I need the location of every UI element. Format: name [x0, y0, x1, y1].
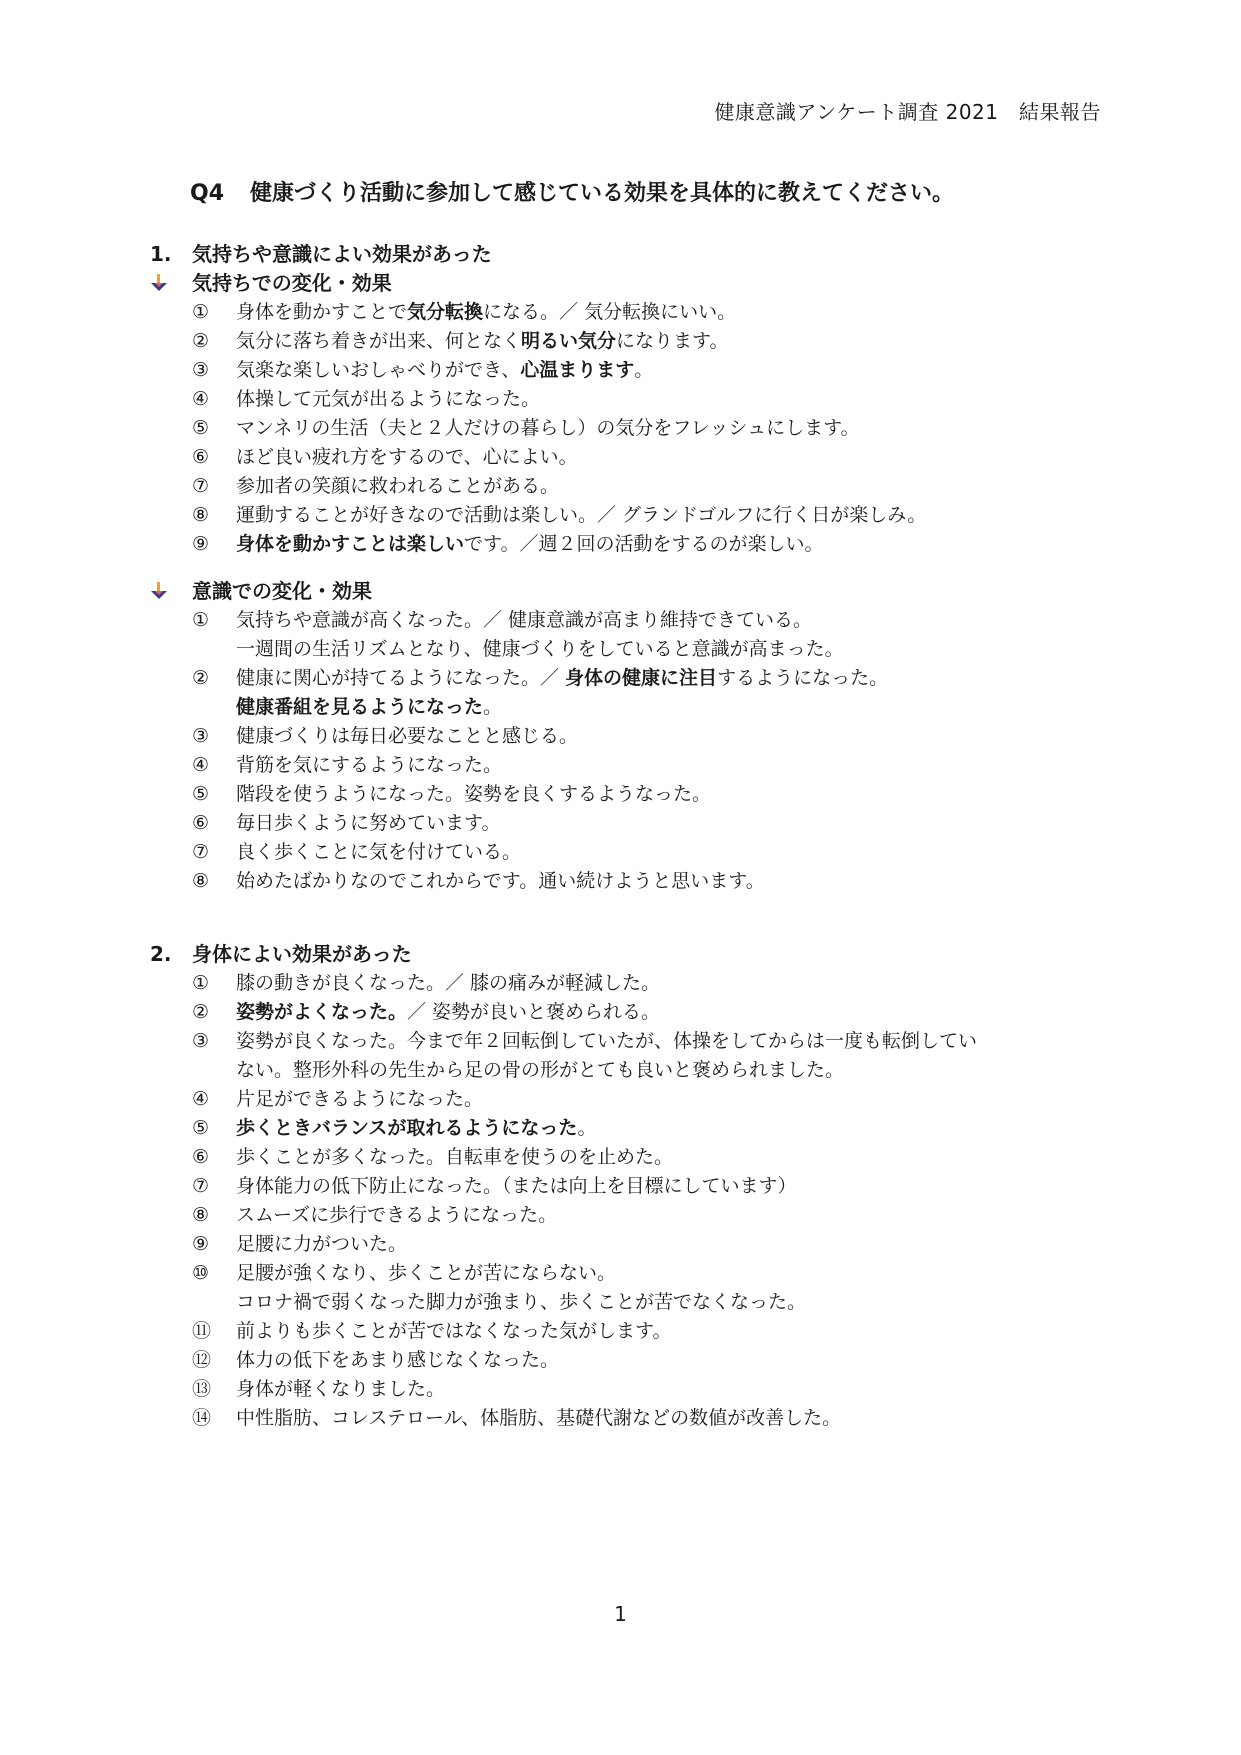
- item-number: ⑥: [192, 1146, 210, 1168]
- item-number: ⑧: [192, 870, 210, 892]
- item-text: [236, 1143, 673, 1172]
- item-number: ⑬: [192, 1378, 212, 1400]
- item-text: [236, 751, 502, 780]
- item-text: [236, 385, 540, 414]
- item-text: [236, 472, 559, 501]
- item-text: [236, 1085, 483, 1114]
- item-text-continued: [236, 1288, 806, 1317]
- text-run: 中性脂肪、コレステロール、体脂肪、基礎代謝などの数値が改善した。: [236, 1407, 842, 1429]
- text-run: 体操して元気が出るようになった。: [236, 388, 541, 410]
- item-number: ⑤: [192, 783, 210, 805]
- text-run: コロナ禍で弱くなった脚力が強まり、歩くことが苦でなくなった。: [236, 1291, 807, 1313]
- bold-text: 明るい気分: [521, 330, 617, 352]
- text-run: 身体を動かすことで: [236, 301, 408, 323]
- item-number: ⑥: [192, 446, 210, 468]
- item-number: ⑦: [192, 841, 210, 863]
- text-run: 足腰に力がついた。: [236, 1233, 408, 1255]
- item-number: ⑭: [192, 1407, 212, 1429]
- item-number: ④: [192, 754, 210, 776]
- item-text: [236, 1346, 559, 1375]
- item-text: [236, 1172, 797, 1201]
- question-title: [190, 176, 954, 207]
- text-run: 良く歩くことに気を付けている。: [236, 841, 522, 863]
- item-text: [236, 1114, 596, 1143]
- item-number: ⑩: [192, 1262, 210, 1284]
- item-text: [236, 664, 888, 693]
- text-run: 始めたばかりなのでこれからです。通い続けようと思います。: [236, 870, 765, 892]
- item-number: ①: [192, 301, 210, 323]
- bold-text: 歩くときバランスが取れるようになった: [236, 1117, 578, 1139]
- item-text: [236, 780, 711, 809]
- text-run: するようになった。: [717, 667, 889, 689]
- item-number: ①: [192, 609, 210, 631]
- text-run: 階段を使うようになった。姿勢を良くするようなった。: [236, 783, 712, 805]
- bold-text: 健康番組を見るようになった: [236, 696, 484, 718]
- item-text: [236, 356, 653, 385]
- document-header: 健康意識アンケート調査 2021 結果報告: [714, 100, 1101, 124]
- item-text: [236, 501, 926, 530]
- text-run: になる。／ 気分転換にいい。: [483, 301, 737, 323]
- text-run: 体力の低下をあまり感じなくなった。: [236, 1349, 560, 1371]
- item-number: ③: [192, 725, 210, 747]
- question-text: 健康づくり活動に参加して感じている効果を具体的に教えてください。: [250, 181, 955, 206]
- arrow-down-icon: [148, 272, 170, 294]
- item-number: ⑤: [192, 1117, 210, 1139]
- page-number: 1: [614, 1602, 627, 1626]
- bold-text: 心温まります: [520, 359, 635, 381]
- item-text: [236, 1230, 407, 1259]
- text-run: ほど良い疲れ方をするので、心によい。: [236, 446, 578, 468]
- item-text: [236, 327, 729, 356]
- item-text: [236, 606, 812, 635]
- bold-text: 身体を動かすことは楽しい: [236, 533, 465, 555]
- text-run: 歩くことが多くなった。自転車を使うのを止めた。: [236, 1146, 674, 1168]
- section-title: 気持ちや意識によい効果があった: [192, 242, 492, 266]
- item-text-continued: [236, 1056, 844, 1085]
- text-run: 毎日歩くように努めています。: [236, 812, 501, 834]
- item-text: [236, 722, 578, 751]
- text-run: 身体が軽くなりました。: [236, 1378, 446, 1400]
- text-run: 一週間の生活リズムとなり、健康づくりをしていると意識が高まった。: [236, 638, 844, 660]
- item-number: ⑤: [192, 417, 210, 439]
- text-run: 片足ができるようになった。: [236, 1088, 484, 1110]
- item-number: ②: [192, 667, 210, 689]
- item-text: [236, 998, 660, 1027]
- item-text: [236, 443, 578, 472]
- item-number: ⑦: [192, 1175, 210, 1197]
- text-run: 健康に関心が持てるようになった。／: [236, 667, 566, 689]
- text-run: になります。: [616, 330, 729, 352]
- text-run: ／ 姿勢が良いと褒められる。: [407, 1001, 661, 1023]
- item-text: [236, 414, 860, 443]
- item-text: [236, 969, 660, 998]
- item-text: [236, 298, 736, 327]
- item-text: [236, 1375, 445, 1404]
- item-text: [236, 1201, 557, 1230]
- item-text: [236, 838, 521, 867]
- text-run: 気持ちや意識が高くなった。／ 健康意識が高まり維持できている。: [236, 609, 813, 631]
- item-text-continued: [236, 635, 844, 664]
- item-text: [236, 809, 500, 838]
- item-number: ⑨: [192, 533, 210, 555]
- item-text: [236, 1404, 841, 1433]
- item-number: ④: [192, 388, 210, 410]
- bold-text: 身体の健康に注目: [565, 667, 718, 689]
- section-number: 1.: [150, 242, 172, 266]
- item-number: ⑥: [192, 812, 210, 834]
- item-text-continued: [236, 693, 502, 722]
- text-run: マンネリの生活（夫と２人だけの暮らし）の気分をフレッシュにします。: [236, 417, 860, 439]
- item-text: [236, 1317, 671, 1346]
- bold-text: 姿勢がよくなった。: [236, 1001, 408, 1023]
- text-run: 。: [634, 359, 654, 381]
- text-run: 。: [483, 696, 503, 718]
- item-number: ③: [192, 359, 210, 381]
- question-number: Q4: [190, 181, 225, 206]
- item-number: ⑦: [192, 475, 210, 497]
- item-number: ⑫: [192, 1349, 212, 1371]
- item-number: ⑪: [192, 1320, 212, 1342]
- item-text: [236, 1027, 977, 1056]
- text-run: 。: [577, 1117, 597, 1139]
- subsection-title: 気持ちでの変化・効果: [192, 271, 392, 295]
- item-number: ⑧: [192, 1204, 210, 1226]
- section-title: 身体によい効果があった: [192, 942, 412, 966]
- text-run: 健康づくりは毎日必要なことと感じる。: [236, 725, 579, 747]
- item-text: [236, 1259, 616, 1288]
- item-number: ②: [192, 1001, 210, 1023]
- text-run: 身体能力の低下防止になった。（または向上を目標にしています）: [236, 1175, 797, 1197]
- text-run: 足腰が強くなり、歩くことが苦にならない。: [236, 1262, 617, 1284]
- item-number: ①: [192, 972, 210, 994]
- item-text: [236, 530, 824, 559]
- text-run: 気楽な楽しいおしゃべりができ、: [236, 359, 521, 381]
- text-run: ない。整形外科の先生から足の骨の形がとても良いと褒められました。: [236, 1059, 845, 1081]
- subsection-title: 意識での変化・効果: [192, 579, 372, 603]
- text-run: 気分に落ち着きが出来、何となく: [236, 330, 522, 352]
- item-number: ②: [192, 330, 210, 352]
- bold-text: 気分転換: [407, 301, 484, 323]
- text-run: 参加者の笑顔に救われることがある。: [236, 475, 560, 497]
- section-number: 2.: [150, 942, 172, 966]
- item-number: ④: [192, 1088, 210, 1110]
- item-text: [236, 867, 765, 896]
- item-number: ⑨: [192, 1233, 210, 1255]
- item-number: ③: [192, 1030, 210, 1052]
- text-run: 膝の動きが良くなった。／ 膝の痛みが軽減した。: [236, 972, 661, 994]
- item-number: ⑧: [192, 504, 210, 526]
- text-run: 姿勢が良くなった。今まで年２回転倒していたが、体操をしてからは一度も転倒してい: [236, 1030, 978, 1052]
- text-run: 運動することが好きなので活動は楽しい。／ グランドゴルフに行く日が楽しみ。: [236, 504, 927, 526]
- text-run: です。／週２回の活動をするのが楽しい。: [464, 533, 824, 555]
- text-run: スムーズに歩行できるようになった。: [236, 1204, 558, 1226]
- text-run: 前よりも歩くことが苦ではなくなった気がします。: [236, 1320, 672, 1342]
- arrow-down-icon: [148, 580, 170, 602]
- text-run: 背筋を気にするようになった。: [236, 754, 503, 776]
